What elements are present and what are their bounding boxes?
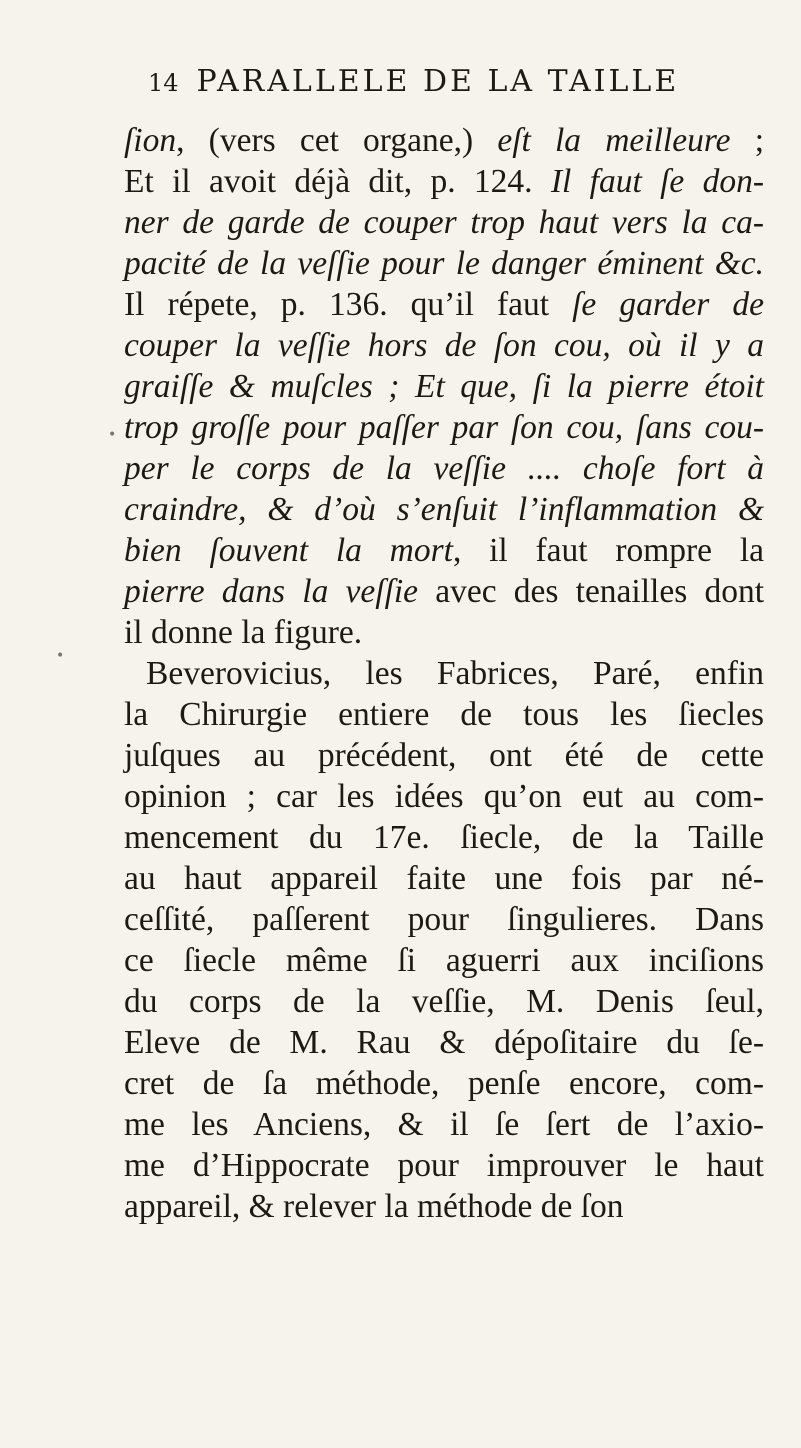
text-line bbox=[124, 981, 764, 1022]
body-text bbox=[124, 120, 764, 1227]
text-line bbox=[124, 653, 764, 694]
text-span: avec des tenailles dont bbox=[418, 573, 764, 610]
italic-span: couper la veſſie hors de ſon cou, où il y a bbox=[124, 327, 764, 364]
italic-span: graiſſe & muſcles ; Et que, ſi la pierre étoit bbox=[124, 368, 764, 405]
text-span: Eleve de M. Rau & dépoſitaire du ſe- bbox=[124, 1024, 764, 1061]
text-line bbox=[124, 858, 764, 899]
text-span: Beverovicius, les Fabrices, Paré, enfin bbox=[146, 655, 764, 692]
text-span: ; bbox=[730, 122, 765, 159]
text-line bbox=[124, 243, 764, 284]
text-line bbox=[124, 776, 764, 817]
text-line bbox=[124, 940, 764, 981]
text-line bbox=[124, 202, 764, 243]
text-line bbox=[124, 407, 764, 448]
text-line bbox=[124, 1145, 764, 1186]
text-line bbox=[124, 120, 764, 161]
text-span: , (vers cet organe,) bbox=[176, 122, 498, 159]
italic-span: pierre dans la veſſie bbox=[124, 573, 419, 610]
text-line bbox=[124, 612, 764, 653]
text-line bbox=[124, 366, 764, 407]
italic-span: ner de garde de couper trop haut vers la ca- bbox=[124, 204, 764, 241]
text-line bbox=[124, 489, 764, 530]
text-span: mencement du 17e. ſiecle, de la Taille bbox=[124, 819, 764, 856]
running-title: PARALLELE DE LA TAILLE bbox=[196, 64, 680, 99]
text-span: cret de ſa méthode, penſe encore, com- bbox=[124, 1065, 764, 1102]
text-line bbox=[124, 161, 764, 202]
text-span: ceſſité, paſſerent pour ſingulieres. Dans bbox=[124, 901, 764, 938]
page-number: 14 bbox=[148, 69, 179, 97]
text-line bbox=[124, 694, 764, 735]
text-line bbox=[124, 1186, 764, 1227]
text-line bbox=[124, 1104, 764, 1145]
text-span: juſques au précédent, ont été de cette bbox=[124, 737, 764, 774]
text-line bbox=[124, 899, 764, 940]
italic-span: trop groſſe pour paſſer par ſon cou, ſans cou- bbox=[124, 409, 764, 446]
text-span: au haut appareil faite une fois par né- bbox=[124, 860, 764, 897]
text-span: la Chirurgie entiere de tous les ſiecles bbox=[124, 696, 764, 733]
text-span: ce ſiecle même ſi aguerri aux inciſions bbox=[124, 942, 764, 979]
text-line bbox=[124, 817, 764, 858]
running-header bbox=[148, 64, 679, 99]
text-line bbox=[124, 284, 764, 325]
italic-span: Il faut ſe don- bbox=[550, 163, 764, 200]
italic-span: per le corps de la veſſie .... choſe fort à bbox=[124, 450, 764, 487]
text-line bbox=[124, 530, 764, 571]
text-span: me les Anciens, & il ſe ſert de l’axio- bbox=[124, 1106, 764, 1143]
italic-span: pacité de la veſſie pour le danger éminent &c. bbox=[124, 245, 764, 282]
text-span: Et il avoit déjà dit, p. 124. bbox=[124, 163, 551, 200]
text-span: Il répete, p. 136. qu’il faut bbox=[124, 286, 573, 323]
text-line bbox=[124, 448, 764, 489]
text-span: me d’Hippocrate pour improuver le haut bbox=[124, 1147, 764, 1184]
italic-span: bien ſouvent la mort bbox=[124, 532, 453, 569]
text-line bbox=[124, 1063, 764, 1104]
text-span: il donne la figure. bbox=[124, 614, 363, 651]
text-span: opinion ; car les idées qu’on eut au com- bbox=[124, 778, 764, 815]
text-line bbox=[124, 735, 764, 776]
text-span: appareil, & relever la méthode de ſon bbox=[124, 1188, 624, 1225]
text-span: , il faut rompre la bbox=[452, 532, 764, 569]
text-line bbox=[124, 571, 764, 612]
margin-dot: • bbox=[108, 427, 117, 443]
italic-span: eſt la meilleure bbox=[497, 122, 731, 159]
margin-dot: • bbox=[56, 648, 65, 664]
italic-span: craindre, & d’où s’enſuit l’inflammation & bbox=[124, 491, 764, 528]
text-line bbox=[124, 1022, 764, 1063]
italic-span: ſion bbox=[124, 122, 177, 159]
text-line bbox=[124, 325, 764, 366]
italic-span: ſe garder de bbox=[572, 286, 764, 323]
text-span: du corps de la veſſie, M. Denis ſeul, bbox=[124, 983, 764, 1020]
